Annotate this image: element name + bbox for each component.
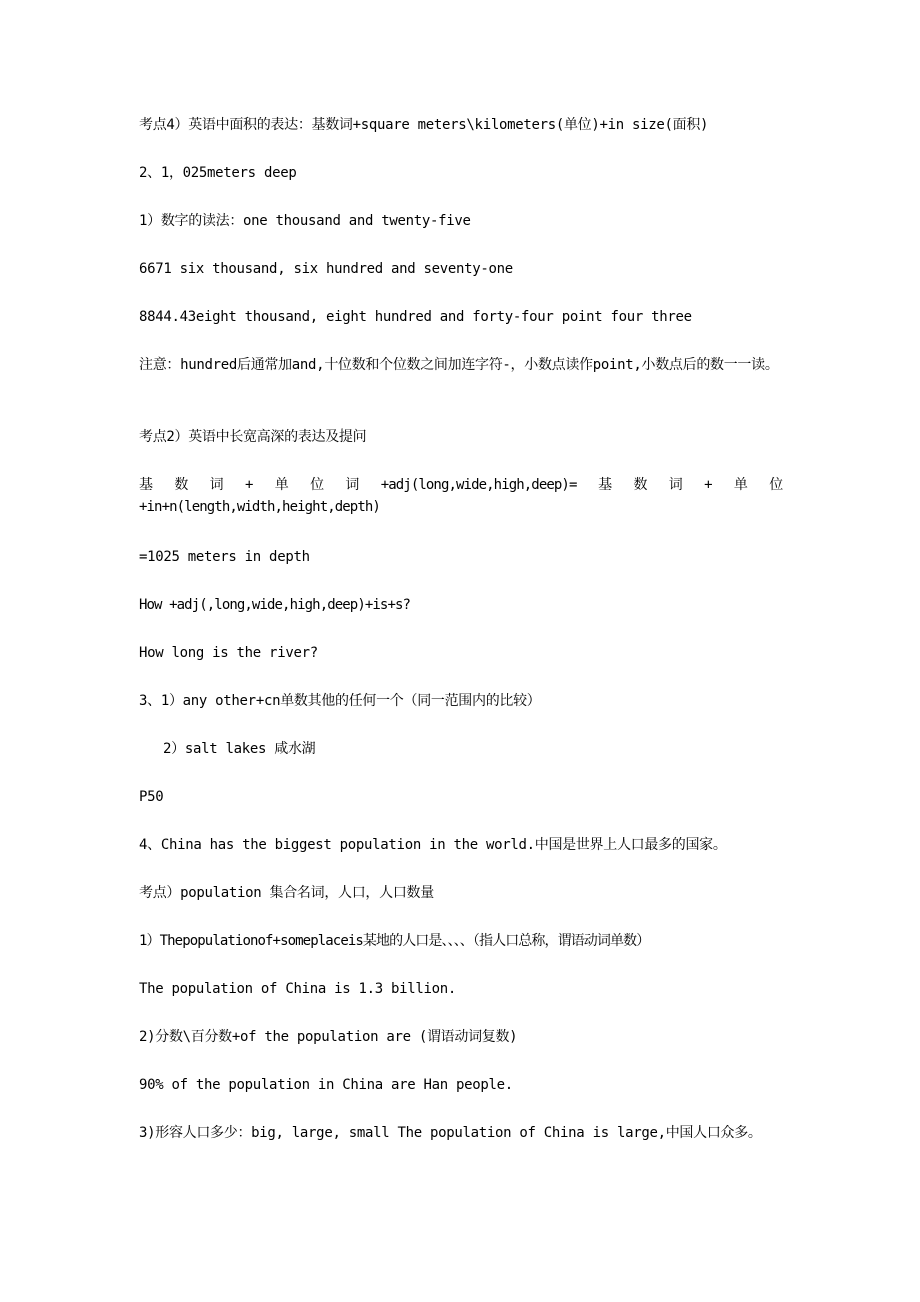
formula-token: 基: [598, 477, 612, 493]
paragraph-any-other: 3、1）any other+cn单数其他的任何一个（同一范围内的比较）: [139, 693, 541, 709]
paragraph-dimension-heading: 考点2）英语中长宽高深的表达及提问: [139, 429, 367, 445]
formula-token: 单: [733, 477, 748, 493]
paragraph-population-example-2: 90% of the population in China are Han people.: [139, 1077, 513, 1093]
formula-token: 词: [668, 477, 683, 493]
formula-token: 基: [139, 477, 153, 493]
paragraph-population-rule-2: 2)分数\百分数+of the population are (谓语动词复数): [139, 1029, 518, 1045]
paragraph-page-ref: P50: [139, 789, 164, 805]
formula-token: 单: [274, 477, 289, 493]
paragraph-population-heading: 考点）population 集合名词，人口，人口数量: [139, 885, 434, 901]
paragraph-depth-example: =1025 meters in depth: [139, 549, 310, 565]
paragraph-example-8844: 8844.43eight thousand, eight hundred and forty-four point four three: [139, 309, 692, 325]
paragraph-china-population: 4、China has the biggest population in the world.中国是世界上人口最多的国家。: [139, 837, 727, 853]
paragraph-area-expression: 考点4）英语中面积的表达：基数词+square meters\kilometers(单位)+in size(面积): [139, 117, 709, 133]
formula-token: 词: [345, 477, 360, 493]
formula-line-1: [139, 474, 783, 496]
paragraph-note: 注意：hundred后通常加and,十位数和个位数之间加连字符-，小数点读作point,小数点后的数一一读。: [139, 357, 779, 373]
paragraph-population-example-1: The population of China is 1.3 billion.: [139, 981, 457, 997]
paragraph-example-6671: 6671 six thousand, six hundred and seventy-one: [139, 261, 513, 277]
paragraph-question-example: How long is the river?: [139, 645, 318, 661]
formula-token: 词: [209, 477, 224, 493]
formula-token: 数: [174, 477, 189, 493]
paragraph-question-formula: How +adj(,long,wide,high,deep)+is+s?: [139, 597, 411, 613]
paragraph-dimension-formula: [139, 474, 783, 518]
formula-line-2: +in+n(length,width,height,depth): [139, 499, 380, 515]
formula-token: +: [244, 477, 254, 493]
formula-token: 数: [633, 477, 648, 493]
formula-token: +: [704, 477, 713, 493]
formula-token: 位: [310, 477, 324, 493]
paragraph-item-2-heading: 2、1，025meters deep: [139, 165, 297, 181]
paragraph-number-reading: 1）数字的读法：one thousand and twenty-five: [139, 213, 471, 229]
formula-token: 位: [769, 477, 783, 493]
paragraph-population-rule-1: 1）Thepopulationof+someplaceis某地的人口是、、、、（指人口总称，谓语动词单数）: [139, 933, 650, 949]
paragraph-population-rule-3: 3)形容人口多少：big, large, small The population of China is large,中国人口众多。: [139, 1125, 762, 1141]
formula-token: +adj(long,wide,high,deep)=: [380, 477, 577, 493]
paragraph-salt-lakes: 2）salt lakes 咸水湖: [163, 741, 316, 757]
